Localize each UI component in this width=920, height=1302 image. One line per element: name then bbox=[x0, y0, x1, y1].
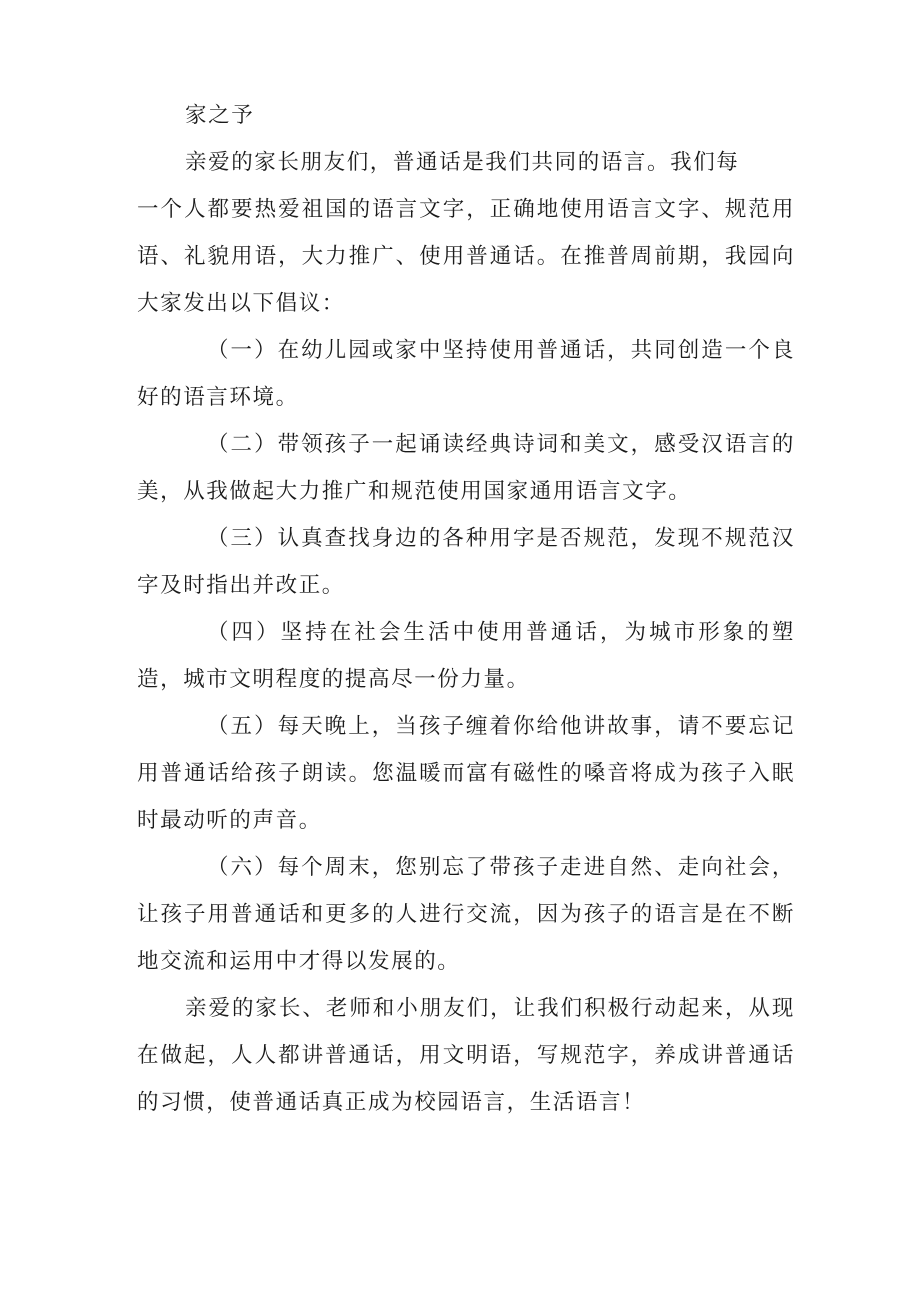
proposal-item-1: （一）在幼儿园或家中坚持使用普通话，共同创造一个良好的语言环境。 bbox=[137, 338, 795, 410]
intro-rest: 一个人都要热爱祖国的语言文字，正确地使用语言文字、规范用语、礼貌用语，大力推广、使用普通话。在推普周前期，我园向大家发出以下倡议： bbox=[137, 197, 795, 316]
proposal-item-4: （四）坚持在社会生活中使用普通话，为城市形象的塑造，城市文明程度的提高尽一份力量。 bbox=[137, 620, 795, 692]
intro-paragraph bbox=[137, 139, 795, 327]
document-body bbox=[137, 92, 795, 1126]
proposal-item-3: （三）认真查找身边的各种用字是否规范，发现不规范汉字及时指出并改正。 bbox=[137, 526, 795, 598]
proposal-item-6: （六）每个周末，您别忘了带孩子走进自然、走向社会，让孩子用普通话和更多的人进行交流，因为孩子的语言是在不断地交流和运用中才得以发展的。 bbox=[137, 855, 795, 974]
document-heading: 家之予 bbox=[185, 103, 255, 128]
intro-first-line: 亲爱的家长朋友们，普通话是我们共同的语言。我们每 bbox=[185, 150, 740, 175]
closing-paragraph: 亲爱的家长、老师和小朋友们，让我们积极行动起来，从现在做起，人人都讲普通话，用文明语，写规范字，养成讲普通话的习惯，使普通话真正成为校园语言，生活语言！ bbox=[137, 996, 795, 1115]
proposal-item-2: （二）带领孩子一起诵读经典诗词和美文，感受汉语言的美，从我做起大力推广和规范使用国家通用语言文字。 bbox=[137, 432, 795, 504]
proposal-item-5: （五）每天晚上，当孩子缠着你给他讲故事，请不要忘记用普通话给孩子朗读。您温暖而富有磁性的嗓音将成为孩子入眠时最动听的声音。 bbox=[137, 714, 795, 833]
